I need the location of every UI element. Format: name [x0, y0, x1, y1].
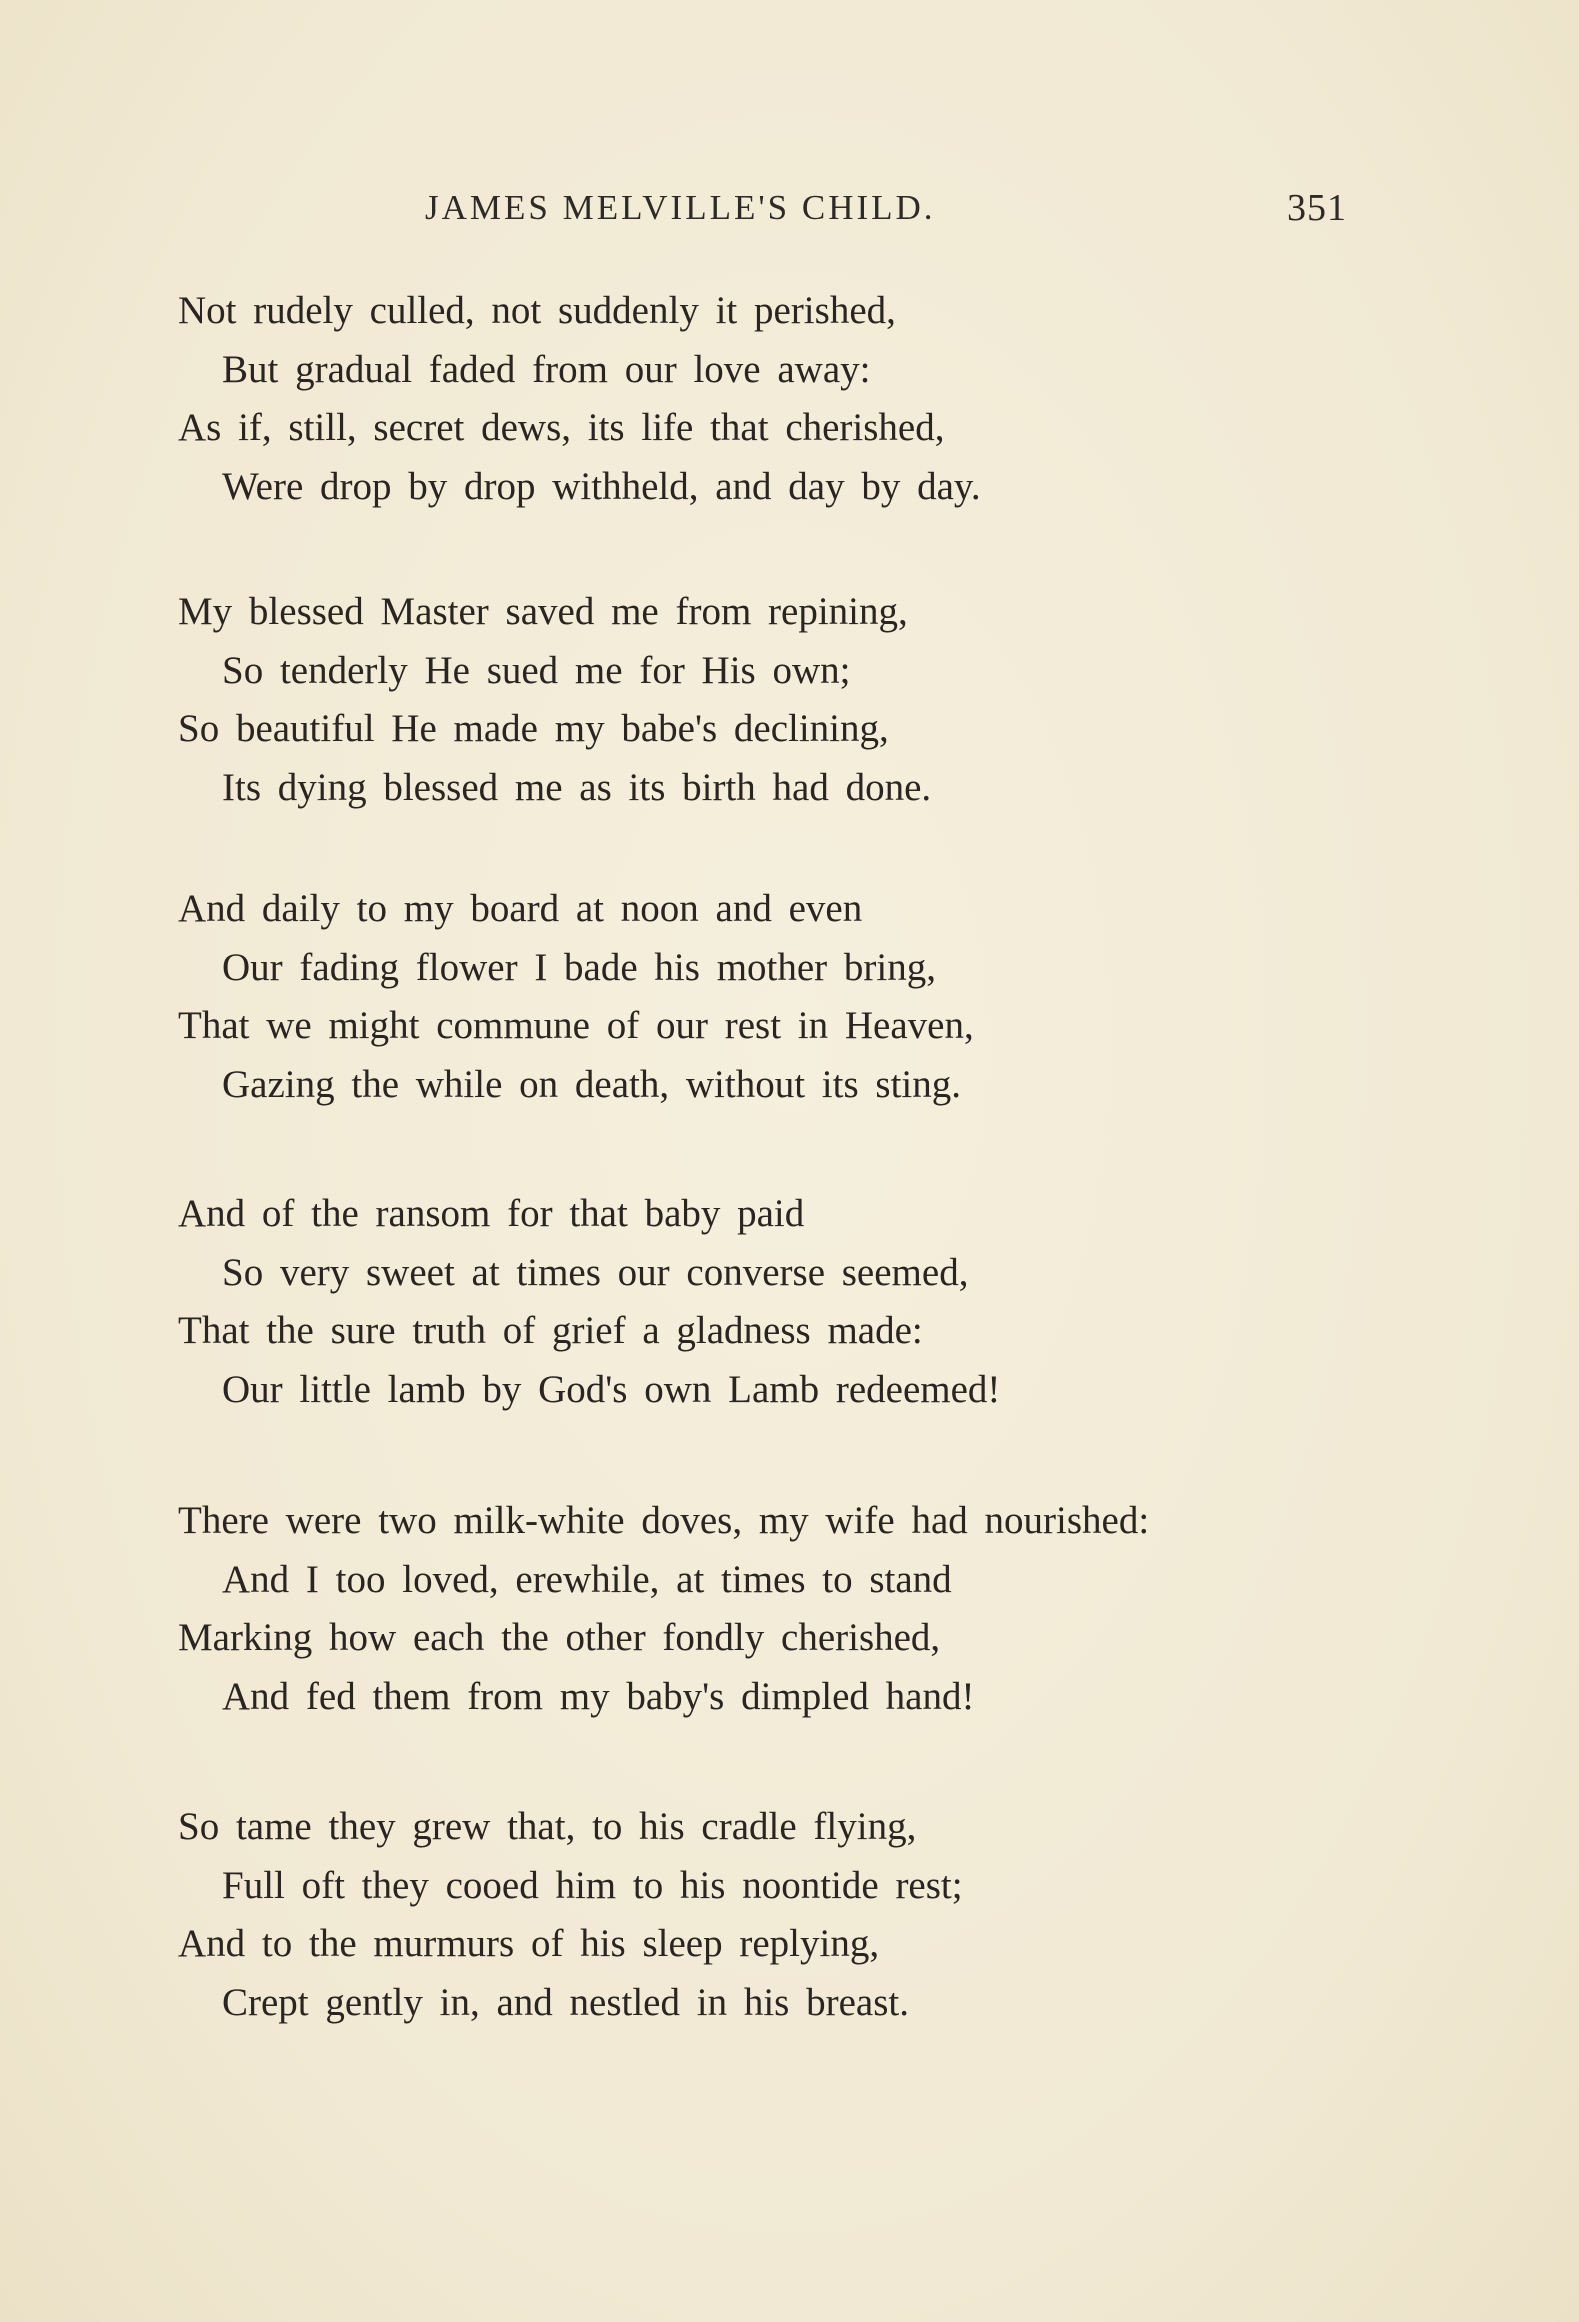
poem-line: Our little lamb by God's own Lamb redeemed!: [222, 1367, 1001, 1411]
poem-line: Our fading flower I bade his mother bring,: [222, 945, 936, 989]
poem-line: Crept gently in, and nestled in his breast.: [222, 1980, 909, 2024]
poem-line: Full oft they cooed him to his noontide rest;: [222, 1863, 963, 1907]
poem-line: So tenderly He sued me for His own;: [222, 648, 851, 692]
poem-line: So tame they grew that, to his cradle flying,: [178, 1805, 917, 1848]
running-title: JAMES MELVILLE'S CHILD.: [425, 188, 936, 227]
poem-line: So very sweet at times our converse seemed,: [222, 1250, 969, 1294]
poem-line: That we might commune of our rest in Heaven,: [178, 1004, 974, 1047]
poem-line: And to the murmurs of his sleep replying,: [178, 1922, 880, 1965]
poem-body: [178, 282, 1418, 2032]
poem-line: My blessed Master saved me from repining,: [178, 590, 908, 633]
stanza-1: [178, 282, 1418, 516]
stanza-2: [178, 583, 1418, 817]
poem-line: Its dying blessed me as its birth had done.: [222, 765, 932, 809]
poem-line: And fed them from my baby's dimpled hand!: [222, 1674, 975, 1718]
stanza-6: [178, 1798, 1418, 2032]
poem-line: That the sure truth of grief a gladness made:: [178, 1309, 923, 1352]
poem-line: There were two milk-white doves, my wife had nourished:: [178, 1499, 1150, 1542]
poem-line: Marking how each the other fondly cherished,: [178, 1616, 941, 1659]
poem-line: Gazing the while on death, without its sting.: [222, 1062, 961, 1106]
stanza-5: [178, 1492, 1418, 1726]
page-number: 351: [1287, 187, 1347, 229]
poem-line: So beautiful He made my babe's declining,: [178, 707, 889, 750]
poem-line: Were drop by drop withheld, and day by day.: [222, 464, 981, 508]
poem-line: And daily to my board at noon and even: [178, 887, 863, 930]
poem-line: Not rudely culled, not suddenly it perished,: [178, 289, 896, 332]
poem-line: And I too loved, erewhile, at times to stand: [222, 1557, 952, 1601]
poem-line: And of the ransom for that baby paid: [178, 1192, 805, 1235]
stanza-3: [178, 880, 1418, 1114]
poem-line: But gradual faded from our love away:: [222, 347, 871, 391]
stanza-4: [178, 1185, 1418, 1419]
poem-line: As if, still, secret dews, its life that cherished,: [178, 406, 945, 449]
